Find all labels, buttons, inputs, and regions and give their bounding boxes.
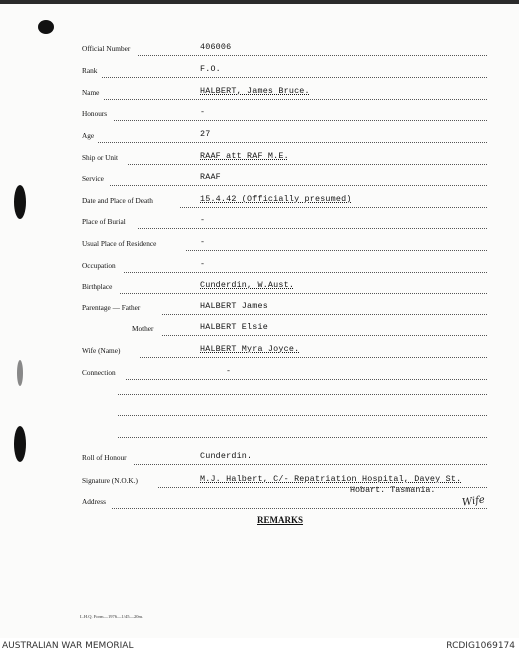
field-value: 406006 bbox=[200, 42, 232, 52]
field-date-place-death bbox=[82, 194, 487, 208]
record-id: RCDIG1069174 bbox=[446, 641, 515, 651]
field-label: Occupation bbox=[82, 261, 116, 270]
field-birthplace bbox=[82, 280, 487, 294]
blank-line bbox=[118, 436, 487, 438]
field-value: - bbox=[200, 237, 206, 247]
archive-footer bbox=[0, 638, 519, 654]
field-label: Official Number bbox=[82, 44, 131, 53]
field-label: Ship or Unit bbox=[82, 153, 119, 162]
field-label: Birthplace bbox=[82, 282, 113, 291]
field-label: Connection bbox=[82, 368, 116, 377]
field-label: Address bbox=[82, 497, 106, 506]
field-label: Age bbox=[82, 131, 95, 140]
field-value: RAAF att RAF M.E. bbox=[200, 151, 289, 161]
field-connection bbox=[82, 366, 487, 380]
address-value: Hobart. Tasmania. bbox=[350, 485, 436, 495]
field-value: - bbox=[200, 259, 206, 269]
blank-line bbox=[118, 393, 487, 395]
field-residence bbox=[82, 237, 487, 251]
field-rank bbox=[82, 64, 487, 78]
field-place-of-burial bbox=[82, 215, 487, 229]
field-ship-or-unit bbox=[82, 151, 487, 165]
field-wife bbox=[82, 344, 487, 358]
field-honours bbox=[82, 107, 487, 121]
field-value: Cunderdin, W.Aust. bbox=[200, 280, 295, 290]
field-value: - bbox=[226, 366, 232, 376]
field-label: Date and Place of Death bbox=[82, 196, 153, 205]
archive-name: AUSTRALIAN WAR MEMORIAL bbox=[2, 641, 134, 651]
punch-hole bbox=[14, 185, 26, 219]
field-label: Name bbox=[82, 88, 100, 97]
field-value: HALBERT James bbox=[200, 301, 268, 311]
field-value: - bbox=[200, 215, 206, 225]
field-value: 27 bbox=[200, 129, 211, 139]
field-value: Cunderdin. bbox=[200, 451, 253, 461]
field-label: Signature (N.O.K.) bbox=[82, 476, 138, 485]
field-father bbox=[82, 301, 487, 315]
field-value: RAAF bbox=[200, 172, 221, 182]
field-label: Rank bbox=[82, 66, 98, 75]
field-label: Honours bbox=[82, 109, 108, 118]
remarks-heading: REMARKS bbox=[257, 515, 304, 525]
field-label: Wife (Name) bbox=[82, 346, 121, 355]
field-label: Service bbox=[82, 174, 104, 183]
field-service bbox=[82, 172, 487, 186]
field-age bbox=[82, 129, 487, 143]
form-code: L.H.Q. Form—1976—1/45—20m. bbox=[80, 614, 144, 619]
blank-line bbox=[118, 414, 487, 416]
punch-hole bbox=[38, 20, 54, 34]
field-label: Usual Place of Residence bbox=[82, 239, 157, 248]
field-value: - bbox=[200, 107, 206, 117]
field-value: M.J. Halbert, C/- Repatriation Hospital, Davey St. bbox=[200, 474, 462, 484]
field-value: HALBERT Myra Joyce. bbox=[200, 344, 300, 354]
field-label: Roll of Honour bbox=[82, 453, 127, 462]
field-address bbox=[82, 495, 487, 509]
field-mother bbox=[82, 322, 487, 336]
field-name bbox=[82, 86, 487, 100]
field-roll-of-honour bbox=[82, 451, 487, 465]
punch-hole bbox=[17, 360, 23, 386]
field-label: Parentage — Father bbox=[82, 303, 141, 312]
field-official-number bbox=[82, 42, 487, 56]
field-value: F.O. bbox=[200, 64, 221, 74]
field-occupation bbox=[82, 259, 487, 273]
field-label: Mother bbox=[132, 324, 154, 333]
field-label: Place of Burial bbox=[82, 217, 126, 226]
field-value: HALBERT, James Bruce. bbox=[200, 86, 310, 96]
field-value: 15.4.42 (Officially presumed) bbox=[200, 194, 352, 204]
punch-hole bbox=[14, 426, 26, 462]
field-value: HALBERT Elsie bbox=[200, 322, 268, 332]
scan-edge bbox=[0, 0, 519, 4]
handwritten-note: Wife bbox=[461, 494, 486, 509]
